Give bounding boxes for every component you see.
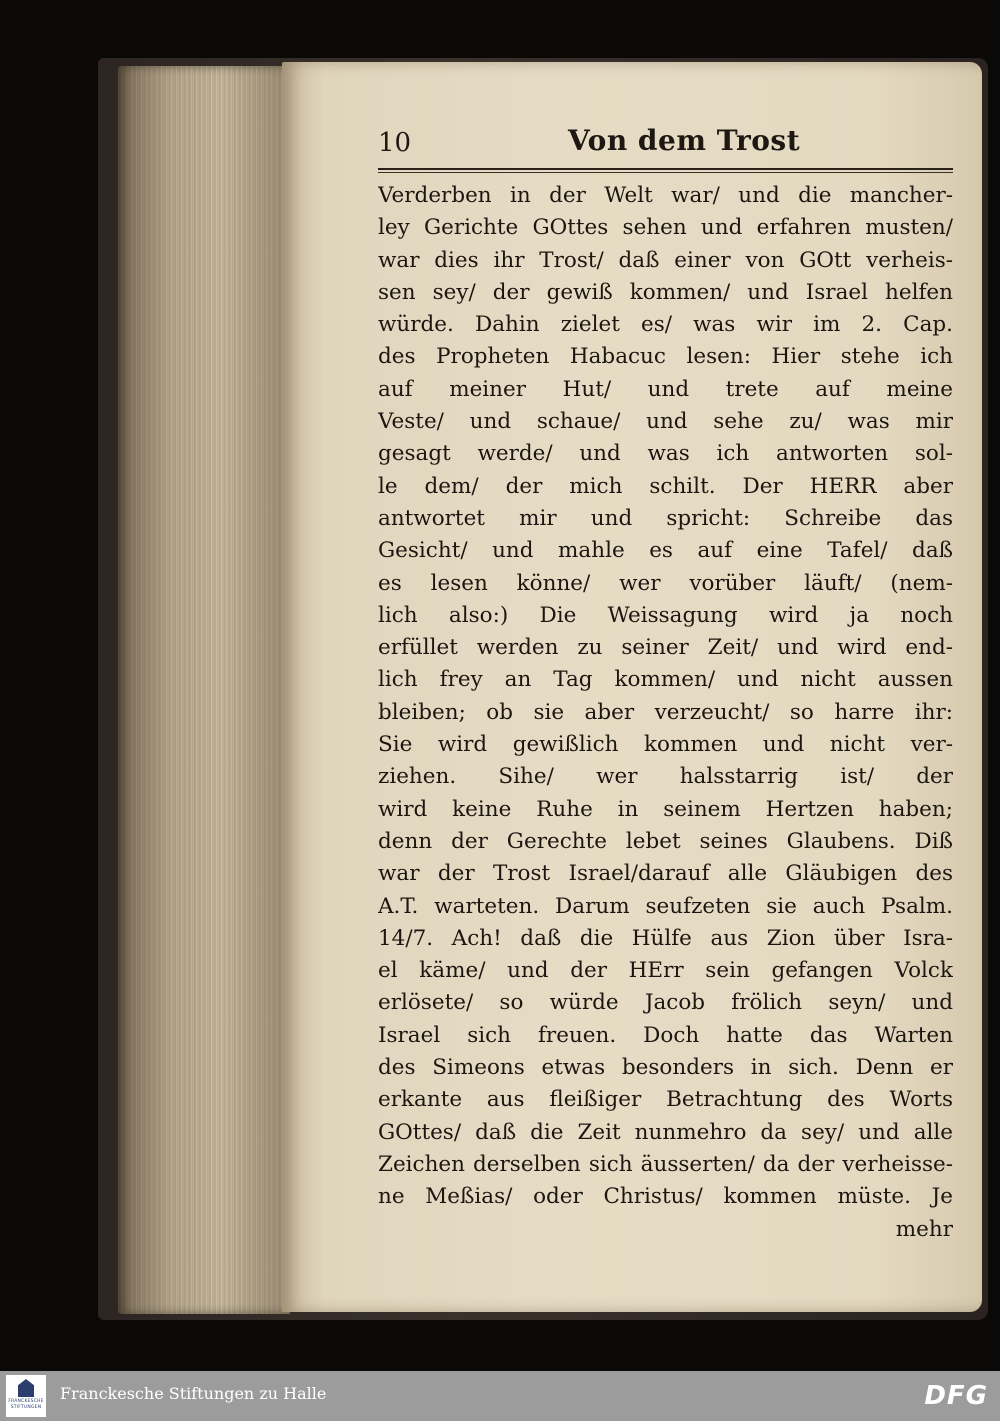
- text-line: auf meiner Hut/ und trete auf meine: [378, 376, 953, 402]
- text-line: ziehen. Sihe/ wer halsstarrig ist/ der: [378, 764, 953, 790]
- text-line: ley Gerichte GOttes sehen und erfahren musten/: [378, 215, 953, 241]
- viewer-footer: [0, 1371, 1000, 1421]
- header-rule: [378, 168, 953, 170]
- text-line: Verderben in der Welt war/ und die mancher-: [378, 183, 953, 208]
- text-line: A.T. warteten. Darum seufzeten sie auch Psalm.: [378, 893, 953, 919]
- text-line: Sie wird gewißlich kommen und nicht ver-: [378, 732, 953, 758]
- text-line: würde. Dahin zielet es/ was wir im 2. Cap.: [378, 312, 953, 338]
- text-line: le dem/ der mich schilt. Der HERR aber: [378, 473, 953, 499]
- text-line: Zeichen derselben sich äusserten/ da der verheisse-: [378, 1151, 953, 1177]
- text-line: gesagt werde/ und was ich antworten sol-: [378, 441, 953, 467]
- text-line: lich also:) Die Weissagung wird ja noch: [378, 602, 953, 628]
- logo-caption: FRANCKESCHE STIFTUNGEN: [8, 1399, 44, 1410]
- text-line: GOttes/ daß die Zeit nunmehro da sey/ und alle: [378, 1119, 953, 1145]
- page-number: 10: [378, 128, 412, 158]
- dfg-logo[interactable]: DFG: [924, 1381, 988, 1411]
- text-line: erkante aus fleißiger Betrachtung des Worts: [378, 1087, 953, 1113]
- text-line: war der Trost Israel/darauf alle Gläubigen des: [378, 861, 953, 887]
- page-edges-shadow: [118, 66, 290, 1314]
- catchword: mehr: [895, 1216, 953, 1242]
- text-line: des Propheten Habacuc lesen: Hier stehe ich: [378, 344, 953, 370]
- text-line: des Simeons etwas besonders in sich. Denn er: [378, 1055, 953, 1081]
- text-line: erlösete/ so würde Jacob frölich seyn/ und: [378, 990, 953, 1016]
- text-line: Israel sich freuen. Doch hatte das Warten: [378, 1022, 953, 1048]
- text-line: lich frey an Tag kommen/ und nicht aussen: [378, 667, 953, 693]
- text-line: bleiben; ob sie aber verzeucht/ so harre ihr:: [378, 699, 953, 725]
- text-line: 14/7. Ach! daß die Hülfe aus Zion über Isra-: [378, 925, 953, 951]
- text-line: el käme/ und der HErr sein gefangen Volck: [378, 958, 953, 984]
- francke-foundation-logo[interactable]: [6, 1375, 46, 1417]
- text-line: war dies ihr Trost/ daß einer von GOtt verheis-: [378, 247, 953, 273]
- text-line: erfüllet werden zu seiner Zeit/ und wird end-: [378, 635, 953, 661]
- page-body-text: [378, 180, 953, 1246]
- text-line: Gesicht/ und mahle es auf eine Tafel/ daß: [378, 538, 953, 564]
- text-line: denn der Gerechte lebet seines Glaubens. Diß: [378, 828, 953, 854]
- running-title: Von dem Trost: [568, 124, 801, 157]
- text-line: sen sey/ der gewiß kommen/ und Israel helfen: [378, 279, 953, 305]
- page-header: [378, 122, 953, 162]
- header-rule-thin: [378, 172, 953, 173]
- text-line: wird keine Ruhe in seinem Hertzen haben;: [378, 796, 953, 822]
- institution-name: Franckesche Stiftungen zu Halle: [60, 1384, 327, 1403]
- text-line: es lesen könne/ wer vorüber läuft/ (nem-: [378, 570, 953, 596]
- text-line: antwortet mir und spricht: Schreibe das: [378, 505, 953, 531]
- text-line: ne Meßias/ oder Christus/ kommen müste. Je: [378, 1184, 953, 1210]
- text-line: Veste/ und schaue/ und sehe zu/ was mir: [378, 409, 953, 435]
- foundation-emblem-icon: [18, 1379, 34, 1397]
